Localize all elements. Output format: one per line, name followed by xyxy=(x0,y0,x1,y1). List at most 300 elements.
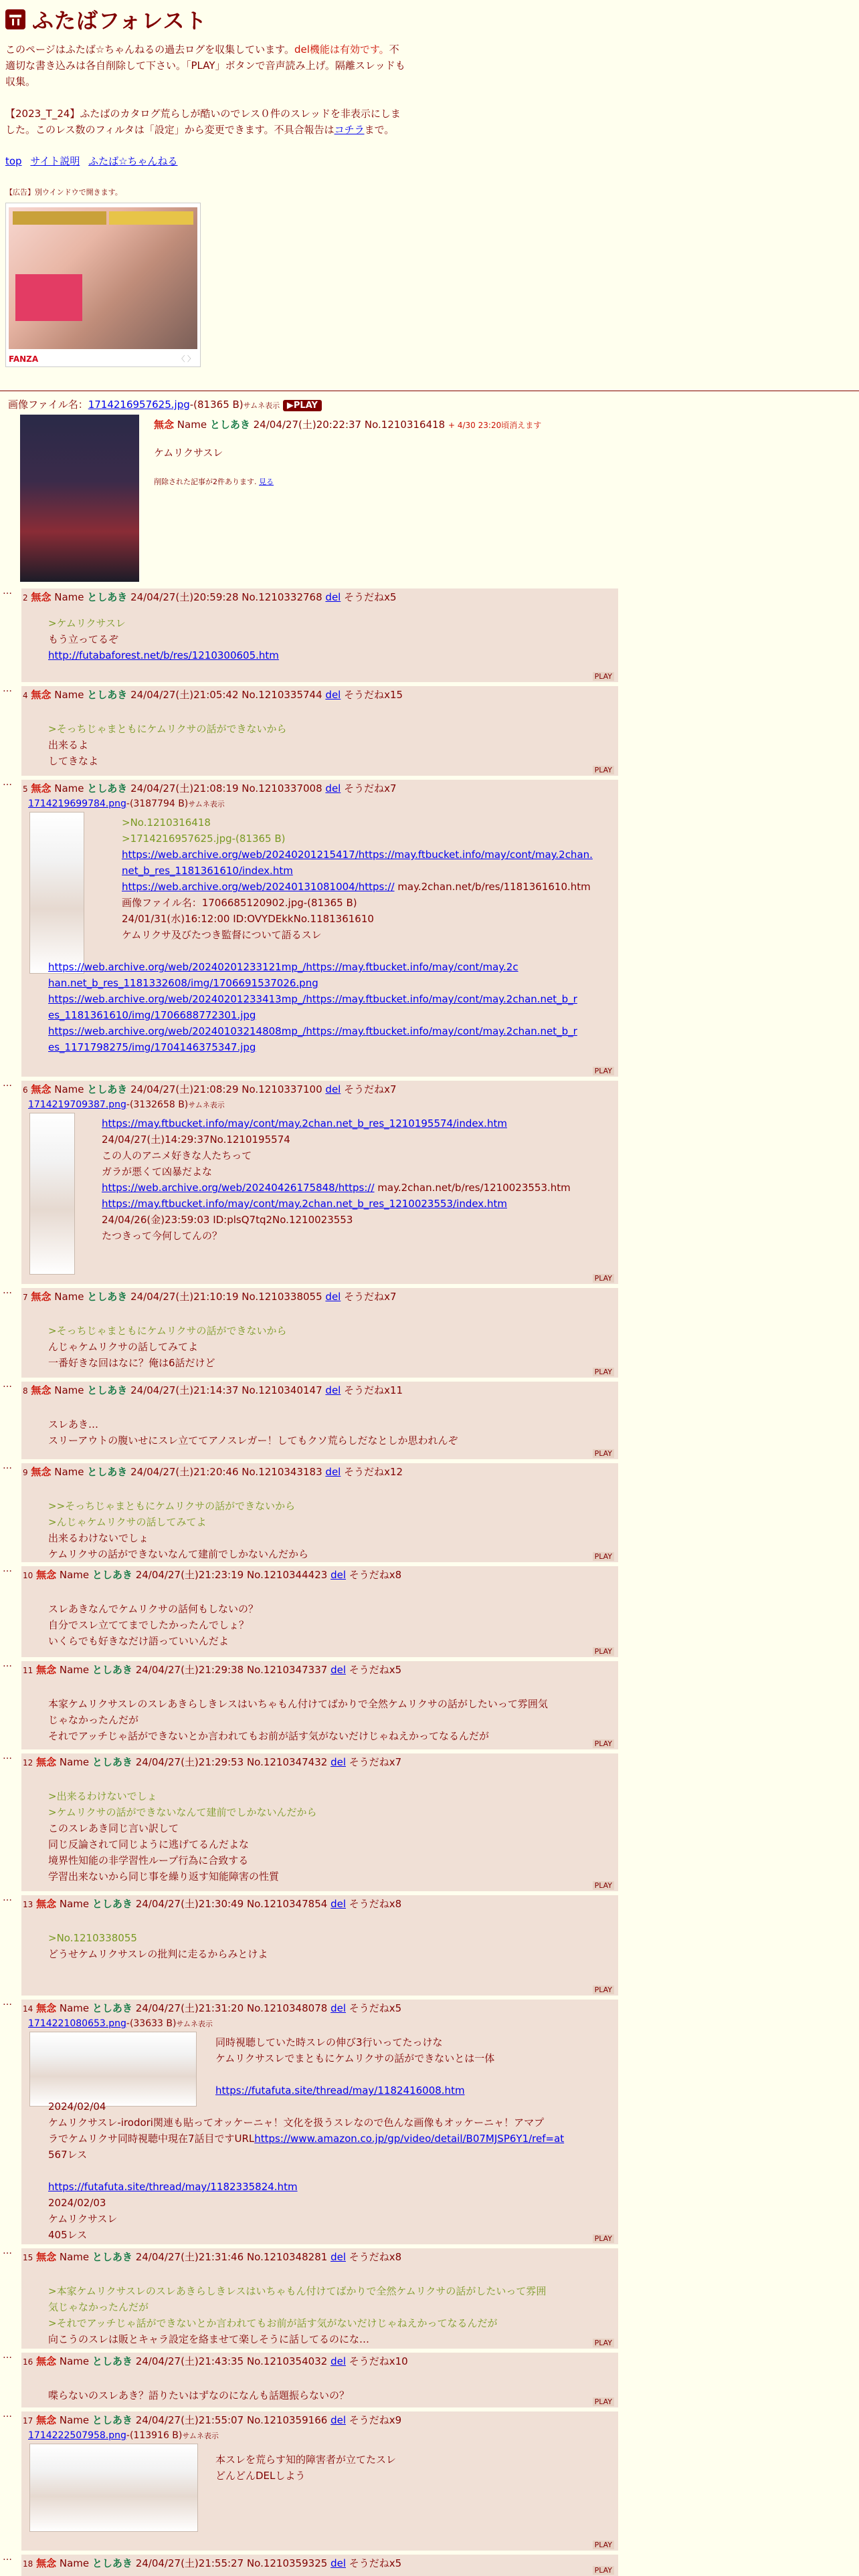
body-line xyxy=(102,1180,571,1196)
reply-marker: … xyxy=(3,1379,12,1390)
reply-marker: … xyxy=(3,1658,12,1669)
reply-play-button[interactable]: PLAY xyxy=(593,2541,614,2549)
reply-file-link[interactable]: 1714222507958.png xyxy=(28,2430,126,2441)
reply-subject: 無念 xyxy=(36,2251,57,2263)
quote-line: >No.1210338055 xyxy=(48,1932,137,1944)
del-link[interactable]: del xyxy=(330,2355,346,2367)
intro-text-2: 不適切な書き込みは各自削除して下さい。「PLAY」ボタンで音声読み上げ。隔離スレッドも収集。 xyxy=(5,43,405,88)
quote-line: >>そっちじゃまともにケムリクサの話ができないから xyxy=(48,1500,296,1512)
body-line: 405レス xyxy=(48,2229,88,2241)
reply-datetime: 24/04/27(土)21:30:49 xyxy=(135,1898,244,1910)
reply-name-label: Name xyxy=(54,1083,84,1095)
reply-subject: 無念 xyxy=(31,782,52,794)
reply-datetime: 24/04/27(土)21:55:07 xyxy=(135,2414,244,2426)
reply-datetime: 24/04/27(土)20:59:28 xyxy=(130,591,239,603)
reply-name: としあき xyxy=(87,689,128,701)
reply-body xyxy=(48,815,593,1055)
reply-marker: … xyxy=(3,1997,12,2008)
reply-play-button[interactable]: PLAY xyxy=(593,2234,614,2243)
reply-post xyxy=(21,1753,618,1891)
reply-index: 7 xyxy=(23,1293,28,1302)
del-link[interactable]: del xyxy=(325,689,341,701)
reply-thumbnail[interactable] xyxy=(29,2444,198,2532)
body-line: ラでケムリクサ同時視聴中現在7話目ですURLhttps://www.amazon.co.jp/gp/video/detail/B07MJSP6Y1/ref=at xyxy=(48,2133,565,2145)
body-line: このスレあき同じ言い訳して xyxy=(48,1822,179,1834)
deleted-text: 削除された記事が2件あります. xyxy=(154,477,257,486)
reply-name-label: Name xyxy=(59,2557,90,2569)
reply-play-button[interactable]: PLAY xyxy=(593,1067,614,1075)
body-line: スリーアウトの腹いせにスレ立ててアノスレガー！してもクソ荒らしだなとしか思われんぞ xyxy=(48,1434,458,1446)
reply-play-button[interactable]: PLAY xyxy=(593,2339,614,2347)
body-line xyxy=(215,2082,564,2099)
op-thumbnail[interactable] xyxy=(20,415,139,582)
reply-name: としあき xyxy=(92,1756,132,1768)
reply-post xyxy=(21,2555,618,2576)
body-link[interactable]: es_1181361610/img/1706688772301.jpg xyxy=(48,1009,256,1021)
reply-header xyxy=(23,687,403,702)
reply-name: としあき xyxy=(92,1569,132,1581)
reply-index: 9 xyxy=(23,1468,28,1477)
reply-index: 18 xyxy=(23,2559,33,2569)
reply-name: としあき xyxy=(92,2002,132,2014)
body-link[interactable]: net_b_res_1181361610/index.htm xyxy=(122,865,293,877)
soudane-button[interactable]: そうだねx7 xyxy=(344,1083,397,1095)
reply-file-size: -(113916 B) xyxy=(126,2430,183,2441)
reply-index: 17 xyxy=(23,2416,33,2426)
body-line xyxy=(48,1007,593,1023)
op-play-button[interactable]: ▶PLAY xyxy=(283,400,322,411)
body-line xyxy=(102,1115,571,1132)
soudane-button[interactable]: そうだねx8 xyxy=(349,1898,402,1910)
op-body: ケムリクサスレ xyxy=(154,447,223,459)
reply-subject: 無念 xyxy=(36,1664,57,1676)
ad-nav-arrows[interactable]: 〈 〉 xyxy=(177,354,195,363)
reply-body xyxy=(48,2034,564,2243)
reply-subject: 無念 xyxy=(36,1898,57,1910)
op-post xyxy=(8,397,851,486)
reply-file-link[interactable]: 1714219699784.png xyxy=(28,798,126,809)
reply-name: としあき xyxy=(92,2557,132,2569)
reply-subject: 無念 xyxy=(36,2002,57,2014)
quote-line: >1714216957625.jpg-(81365 B) xyxy=(122,833,286,845)
del-link[interactable]: del xyxy=(325,1384,341,1396)
reply-subject: 無念 xyxy=(31,591,52,603)
reply-subject: 無念 xyxy=(31,1083,52,1095)
soudane-button[interactable]: そうだねx7 xyxy=(344,782,397,794)
reply-datetime: 24/04/27(土)21:31:20 xyxy=(135,2002,244,2014)
op-deleted-note xyxy=(154,476,274,487)
site-title: ふたばフォレスト xyxy=(32,8,207,33)
reply-post xyxy=(21,1382,618,1459)
reply-header xyxy=(23,1082,397,1096)
link-site-info[interactable]: サイト説明 xyxy=(30,155,80,167)
body-text: may.2chan.net/b/res/1210023553.htm xyxy=(374,1182,571,1194)
op-subject: 無念 xyxy=(154,419,175,431)
reply-index: 11 xyxy=(23,1666,33,1675)
soudane-button[interactable]: そうだねx15 xyxy=(344,689,403,701)
reply-header xyxy=(23,2001,401,2015)
reply-no[interactable]: No.1210340147 xyxy=(242,1384,322,1396)
body-line xyxy=(48,943,593,959)
reply-name-label: Name xyxy=(54,1466,84,1478)
reply-no[interactable]: No.1210343183 xyxy=(242,1466,322,1478)
reply-play-button[interactable]: PLAY xyxy=(593,766,614,774)
reply-no[interactable]: No.1210332768 xyxy=(242,591,322,603)
reply-post xyxy=(21,1566,618,1657)
reply-name: としあき xyxy=(87,1384,128,1396)
body-link[interactable]: https://www.amazon.co.jp/gp/video/detail/B07MJSP6Y1/ref=at xyxy=(254,2133,565,2145)
reply-post xyxy=(21,2000,618,2244)
reply-subject: 無念 xyxy=(31,1466,52,1478)
reply-file-link[interactable]: 1714219709387.png xyxy=(28,1099,126,1110)
body-link[interactable]: https://may.ftbucket.info/may/cont/may.2chan.net_b_res_1210195574/index.htm xyxy=(102,1117,507,1130)
reply-datetime: 24/04/27(土)21:29:38 xyxy=(135,1664,244,1676)
body-link[interactable]: https://web.archive.org/web/20240201233413mp_/https://may.ftbucket.info/may/cont/may.2chan.net_b_r xyxy=(48,993,577,1005)
reply-header xyxy=(23,2413,401,2427)
reply-body xyxy=(48,1323,287,1371)
link-top[interactable]: top xyxy=(5,155,22,167)
op-file-info xyxy=(8,397,851,411)
del-link[interactable]: del xyxy=(330,2251,346,2263)
reply-subject: 無念 xyxy=(31,689,52,701)
intro-text: このページはふたば☆ちゃんねるの過去ログを収集しています。 xyxy=(5,43,294,56)
reply-play-button[interactable]: PLAY xyxy=(593,2397,614,2406)
reply-no[interactable]: No.1210337008 xyxy=(242,782,322,794)
file-label: 画像ファイル名： xyxy=(8,399,88,411)
body-text: may.2chan.net/b/res/1181361610.htm xyxy=(394,881,591,893)
soudane-button[interactable]: そうだねx5 xyxy=(344,591,397,603)
reply-play-button[interactable]: PLAY xyxy=(593,1274,614,1283)
body-line: 画像ファイル名：1706685120902.jpg-(81365 B) xyxy=(122,897,357,909)
body-line xyxy=(48,2163,564,2179)
reply-body xyxy=(48,1498,308,1562)
link-futaba[interactable]: ふたば☆ちゃんねる xyxy=(88,155,178,167)
reply-header xyxy=(23,2250,401,2264)
reply-body xyxy=(48,2387,349,2403)
site-intro xyxy=(5,41,407,90)
reply-name: としあき xyxy=(92,2414,132,2426)
reply-body xyxy=(48,1696,548,1744)
reply-index: 14 xyxy=(23,2004,33,2014)
reply-subject: 無念 xyxy=(36,2355,57,2367)
reply-post xyxy=(21,588,618,682)
body-line xyxy=(215,2066,564,2082)
reply-header xyxy=(23,1465,403,1479)
reply-header xyxy=(23,781,397,795)
soudane-button[interactable]: そうだねx5 xyxy=(349,2002,402,2014)
reply-subject: 無念 xyxy=(31,1384,52,1396)
site-notice xyxy=(5,106,407,138)
reply-play-button[interactable]: PLAY xyxy=(593,1647,614,1656)
reply-marker: … xyxy=(3,2552,12,2563)
reply-file-info xyxy=(28,798,225,809)
reply-file-info xyxy=(28,1099,225,1110)
body-line: どうせケムリクサスレの批判に走るからみとけよ xyxy=(48,1948,268,1960)
file-size: -(81365 B) xyxy=(189,399,244,411)
body-link[interactable]: https://web.archive.org/web/20240426175848/https:// xyxy=(102,1182,375,1194)
reply-file-link[interactable]: 1714221080653.png xyxy=(28,2018,126,2029)
body-line: 出来るわけないでしょ xyxy=(48,1532,149,1544)
reply-index: 15 xyxy=(23,2253,33,2262)
reply-header xyxy=(23,1897,401,1911)
reply-marker: … xyxy=(3,2350,12,2361)
reply-play-button[interactable]: PLAY xyxy=(593,1368,614,1376)
soudane-button[interactable]: そうだねx11 xyxy=(344,1384,403,1396)
reply-datetime: 24/04/27(土)21:08:19 xyxy=(130,782,239,794)
body-link[interactable]: http://futabaforest.net/b/res/1210300605.htm xyxy=(48,649,279,661)
reply-marker: … xyxy=(3,1461,12,1471)
soudane-button[interactable]: そうだねx9 xyxy=(349,2414,402,2426)
op-name: としあき xyxy=(209,419,250,431)
body-line: 出来るよ xyxy=(48,739,89,751)
reply-header xyxy=(23,2354,408,2368)
reply-name-label: Name xyxy=(59,2355,90,2367)
reply-no[interactable]: No.1210359325 xyxy=(246,2557,328,2569)
report-link[interactable]: コチラ xyxy=(334,124,365,136)
reply-body xyxy=(48,1115,571,1244)
op-no[interactable]: No.1210316418 xyxy=(364,419,446,431)
soudane-button[interactable]: そうだねx7 xyxy=(349,1756,402,1768)
reply-name-label: Name xyxy=(59,1756,90,1768)
del-link[interactable]: del xyxy=(325,1291,341,1303)
body-line: 喋らないのスレあき？語りたいはずなのになんも話題振らないの？ xyxy=(48,2389,350,2401)
reply-marker: … xyxy=(3,586,12,597)
body-link[interactable]: https://may.ftbucket.info/may/cont/may.2chan.net_b_res_1210023553/index.htm xyxy=(102,1198,507,1210)
show-deleted-link[interactable]: 見る xyxy=(259,477,274,486)
reply-name-label: Name xyxy=(54,782,84,794)
del-link[interactable]: del xyxy=(325,591,341,603)
reply-name-label: Name xyxy=(54,689,84,701)
reply-subject: 無念 xyxy=(36,2557,57,2569)
reply-datetime: 24/04/27(土)21:20:46 xyxy=(130,1466,239,1478)
reply-post xyxy=(21,780,618,1077)
reply-index: 2 xyxy=(23,593,28,603)
reply-name-label: Name xyxy=(59,2414,90,2426)
body-line xyxy=(48,2179,564,2195)
reply-file-size: -(3132658 B) xyxy=(126,1099,189,1110)
reply-no[interactable]: No.1210337100 xyxy=(242,1083,322,1095)
reply-no[interactable]: No.1210347432 xyxy=(246,1756,328,1768)
reply-name-label: Name xyxy=(54,1384,84,1396)
reply-name: としあき xyxy=(92,1898,132,1910)
reply-datetime: 24/04/27(土)21:55:27 xyxy=(135,2557,244,2569)
del-link[interactable]: del xyxy=(330,1664,346,1676)
reply-marker: … xyxy=(3,1751,12,1761)
reply-post xyxy=(21,1081,618,1284)
body-link[interactable]: https://web.archive.org/web/20240201233121mp_/https://may.ftbucket.info/may/cont/may.2c xyxy=(48,961,518,973)
reply-header xyxy=(23,1755,401,1769)
del-link[interactable]: del xyxy=(330,2414,346,2426)
reply-datetime: 24/04/27(土)21:10:19 xyxy=(130,1291,239,1303)
reply-name-label: Name xyxy=(59,1898,90,1910)
del-link[interactable]: del xyxy=(330,1569,346,1581)
reply-name: としあき xyxy=(92,1664,132,1676)
reply-file-size: -(33633 B) xyxy=(126,2018,177,2029)
body-line: 自分でスレ立ててまでしたかったんでしょ？ xyxy=(48,1619,250,1631)
reply-body xyxy=(48,1930,268,1962)
ad-banner[interactable] xyxy=(5,203,201,367)
body-line: 学習出来ないから同じ事を繰り返す知能障害の性質 xyxy=(48,1870,280,1883)
reply-play-button[interactable]: PLAY xyxy=(593,1449,614,1458)
site-logo-icon xyxy=(5,9,25,29)
reply-no[interactable]: No.1210354032 xyxy=(246,2355,328,2367)
thumb-toggle[interactable]: サムネ表示 xyxy=(182,2432,219,2440)
body-line: んじゃケムリクサの話してみてよ xyxy=(48,1341,198,1353)
reply-name: としあき xyxy=(87,782,128,794)
quote-line: >それでアッチじゃ話ができないとか言われてもお前が話す気がないだけじゃねえかってなるんだが xyxy=(48,2317,498,2329)
reply-header xyxy=(23,1568,401,1582)
reply-play-button[interactable]: PLAY xyxy=(593,1985,614,1994)
quote-line: >んじゃケムリクサの話してみてよ xyxy=(48,1516,207,1528)
reply-name: としあき xyxy=(92,2355,132,2367)
body-line: 24/04/27(土)14:29:37No.1210195574 xyxy=(102,1134,290,1146)
soudane-button[interactable]: そうだねx5 xyxy=(349,1664,402,1676)
body-line xyxy=(102,1196,571,1212)
reply-index: 5 xyxy=(23,784,28,794)
ad-brand-label: FANZA xyxy=(9,354,39,364)
reply-datetime: 24/04/27(土)21:14:37 xyxy=(130,1384,239,1396)
reply-marker: … xyxy=(3,1285,12,1296)
body-line: 本家ケムリクサスレのスレあきらしきレスはいちゃもん付けてばかりで全然ケムリクサの話がしたいって雰囲気 xyxy=(48,1698,548,1710)
reply-no[interactable]: No.1210344423 xyxy=(246,1569,328,1581)
reply-name-label: Name xyxy=(59,1569,90,1581)
body-line: 24/04/26(金)23:59:03 ID:plsQ7tq2No.1210023553 xyxy=(102,1214,353,1226)
body-link[interactable]: https://web.archive.org/web/20240131081004/https:// xyxy=(122,881,395,893)
reply-datetime: 24/04/27(土)21:31:46 xyxy=(135,2251,244,2263)
reply-no[interactable]: No.1210347854 xyxy=(246,1898,328,1910)
soudane-button[interactable]: そうだねx5 xyxy=(349,2557,402,2569)
body-line: たつきって今何してんの？ xyxy=(102,1230,223,1242)
op-file-link[interactable]: 1714216957625.jpg xyxy=(88,399,190,411)
body-line: スレあきなんでケムリクサの話何もしないの？ xyxy=(48,1603,258,1615)
body-line: ケムリクサスレ-irodori関連も貼ってオッケーニャ！文化を扱うスレなので色んな画像もオッケーニャ！アマプ xyxy=(48,2117,545,2129)
thumb-toggle[interactable]: サムネ表示 xyxy=(188,800,225,809)
soudane-button[interactable]: そうだねx12 xyxy=(344,1466,403,1478)
reply-body xyxy=(48,1601,258,1649)
reply-play-button[interactable]: PLAY xyxy=(593,672,614,681)
soudane-button[interactable]: そうだねx8 xyxy=(349,2251,402,2263)
body-link[interactable]: https://web.archive.org/web/20240103214808mp_/https://may.ftbucket.info/may/cont/may.2chan.net_b_r xyxy=(48,1025,577,1037)
nav-links xyxy=(5,154,854,168)
ad-image[interactable] xyxy=(9,207,197,349)
quote-line: >本家ケムリクサスレのスレあきらしきレスはいちゃもん付けてばかりで全然ケムリクサの話がしたいって雰囲 xyxy=(48,2285,547,2297)
reply-no[interactable]: No.1210338055 xyxy=(242,1291,322,1303)
reply-file-size: -(3187794 B) xyxy=(126,798,189,809)
body-link[interactable]: es_1171798275/img/1704146375347.jpg xyxy=(48,1041,256,1053)
reply-header xyxy=(23,1289,397,1303)
reply-file-info xyxy=(28,2430,219,2441)
del-link[interactable]: del xyxy=(325,1083,341,1095)
body-line: 同時視聴していた時スレの伸び3行いってたっけな xyxy=(215,2036,443,2048)
reply-name-label: Name xyxy=(54,591,84,603)
reply-post xyxy=(21,1288,618,1378)
op-expire: + 4/30 23:20頃消えます xyxy=(448,421,542,430)
body-line xyxy=(48,1023,593,1039)
soudane-button[interactable]: そうだねx7 xyxy=(344,1291,397,1303)
site-header xyxy=(5,4,854,35)
reply-body xyxy=(48,721,287,769)
reply-index: 13 xyxy=(23,1900,33,1909)
body-link[interactable]: han.net_b_res_1181332608/img/1706691537026.png xyxy=(48,977,318,989)
body-line: ケムリクサスレ xyxy=(48,2213,118,2225)
body-line: じゃなかったんだが xyxy=(48,1714,139,1726)
del-link[interactable]: del xyxy=(330,2002,346,2014)
notice-text-end: まで。 xyxy=(364,124,395,136)
reply-header xyxy=(23,1383,403,1397)
reply-play-button[interactable]: PLAY xyxy=(593,2566,614,2575)
reply-post xyxy=(21,1463,618,1562)
del-link[interactable]: del xyxy=(330,2557,346,2569)
body-line: 24/01/31(水)16:12:00 ID:OVYDEkkNo.1181361610 xyxy=(122,913,374,925)
body-link[interactable]: https://web.archive.org/web/20240201215417/https://may.ftbucket.info/may/cont/may.2chan. xyxy=(122,849,593,861)
del-link[interactable]: del xyxy=(325,782,341,794)
reply-play-button[interactable]: PLAY xyxy=(593,1881,614,1890)
body-line: どんどんDELしよう xyxy=(215,2470,306,2482)
reply-name: としあき xyxy=(87,1083,128,1095)
quote-line: >出来るわけないでしょ xyxy=(48,1790,157,1802)
reply-no[interactable]: No.1210348078 xyxy=(246,2002,328,2014)
body-line: 一番好きな回はなに？俺は6話だけど xyxy=(48,1357,215,1369)
reply-marker: … xyxy=(3,1078,12,1089)
soudane-button[interactable]: そうだねx8 xyxy=(349,1569,402,1581)
body-line: もう立ってるぞ xyxy=(48,633,119,645)
op-header xyxy=(154,417,541,431)
reply-header xyxy=(23,590,397,604)
ad-note: 【広告】別ウインドウで開きます。 xyxy=(5,188,122,197)
reply-name-label: Name xyxy=(59,1664,90,1676)
reply-name-label: Name xyxy=(59,2251,90,2263)
soudane-button[interactable]: そうだねx10 xyxy=(349,2355,408,2367)
reply-post xyxy=(21,1661,618,1749)
notice-text: 【2023_T_24】ふたばのカタログ荒らしが酷いのでレス０件のスレッドを非表示にしました。このレス数のフィルタは「設定」から変更できます。不具合報告は xyxy=(5,108,401,136)
reply-no[interactable]: No.1210348281 xyxy=(246,2251,328,2263)
body-line: ケムリクサの話ができないなんて建前でしかないんだから xyxy=(48,1548,308,1560)
body-line: スレあき… xyxy=(48,1418,99,1430)
reply-post xyxy=(21,686,618,776)
thumb-toggle[interactable]: サムネ表示 xyxy=(243,401,280,410)
quote-line: >ケムリクサスレ xyxy=(48,617,126,629)
quote-line: >ケムリクサの話ができないなんて建前でしかないんだから xyxy=(48,1806,317,1818)
reply-index: 10 xyxy=(23,1571,33,1580)
del-link[interactable]: del xyxy=(330,1898,346,1910)
reply-header xyxy=(23,1662,401,1677)
reply-play-button[interactable]: PLAY xyxy=(593,1552,614,1561)
reply-play-button[interactable]: PLAY xyxy=(593,1739,614,1748)
body-line: ケムリクサ及びたつき監督について語るスレ xyxy=(122,929,322,941)
reply-datetime: 24/04/27(土)21:08:29 xyxy=(130,1083,239,1095)
op-datetime: 24/04/27(土)20:22:37 xyxy=(253,419,362,431)
quote-line: 気じゃなかったんだが xyxy=(48,2301,149,2313)
thumb-toggle[interactable]: サムネ表示 xyxy=(188,1101,225,1109)
del-link[interactable]: del xyxy=(325,1466,341,1478)
reply-name-label: Name xyxy=(59,2002,90,2014)
body-link[interactable]: https://futafuta.site/thread/may/1182335824.htm xyxy=(48,2181,298,2193)
reply-no[interactable]: No.1210335744 xyxy=(242,689,322,701)
body-line: 同じ反論されて同じように逃げてるんだよな xyxy=(48,1838,250,1850)
body-line xyxy=(122,879,593,895)
reply-marker: … xyxy=(3,2246,12,2256)
reply-post xyxy=(21,2411,618,2551)
reply-file-info xyxy=(28,2018,213,2029)
reply-no[interactable]: No.1210359166 xyxy=(246,2414,328,2426)
body-line: ガラが悪くて凶暴だよな xyxy=(102,1166,213,1178)
reply-no[interactable]: No.1210347337 xyxy=(246,1664,328,1676)
thumb-toggle[interactable]: サムネ表示 xyxy=(176,2020,213,2028)
reply-post xyxy=(21,2248,618,2349)
body-link[interactable]: https://futafuta.site/thread/may/1182416008.htm xyxy=(215,2084,465,2097)
reply-marker: … xyxy=(3,1564,12,1574)
del-link[interactable]: del xyxy=(330,1756,346,1768)
